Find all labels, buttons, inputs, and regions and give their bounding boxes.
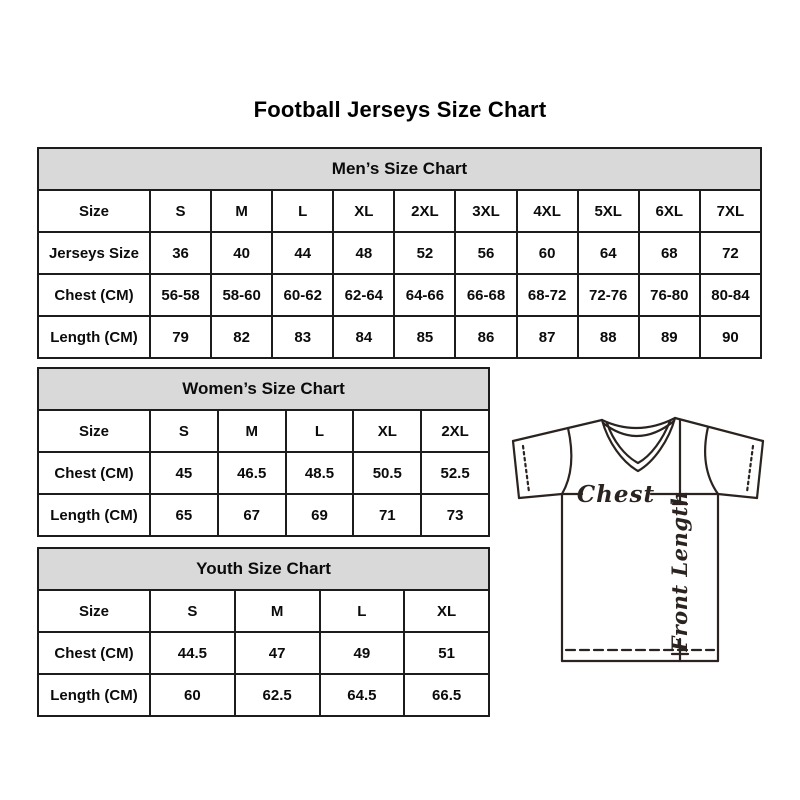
youth-value-cell: 47 bbox=[235, 632, 320, 674]
womens-value-cell: 71 bbox=[353, 494, 421, 536]
front-length-label: Front Length bbox=[667, 490, 692, 652]
womens-value-cell: 69 bbox=[286, 494, 354, 536]
mens-value-cell: 40 bbox=[211, 232, 272, 274]
youth-table-title: Youth Size Chart bbox=[38, 548, 489, 590]
mens-value-cell: 48 bbox=[333, 232, 394, 274]
youth-value-cell: 62.5 bbox=[235, 674, 320, 716]
womens-value-cell: 45 bbox=[150, 452, 218, 494]
womens-value-cell: 67 bbox=[218, 494, 286, 536]
womens-value-cell: 65 bbox=[150, 494, 218, 536]
womens-table-title: Women’s Size Chart bbox=[38, 368, 489, 410]
womens-row-label: Chest (CM) bbox=[38, 452, 150, 494]
mens-value-cell: 62-64 bbox=[333, 274, 394, 316]
youth-value-cell: 51 bbox=[404, 632, 489, 674]
mens-row-label: Length (CM) bbox=[38, 316, 150, 358]
womens-column-header-m: M bbox=[218, 410, 286, 452]
mens-column-header-s: S bbox=[150, 190, 211, 232]
jersey-left-shoulder-line bbox=[513, 420, 602, 441]
youth-value-cell: 60 bbox=[150, 674, 235, 716]
mens-value-cell: 72-76 bbox=[578, 274, 639, 316]
mens-table-row bbox=[38, 274, 761, 316]
mens-size-table bbox=[37, 147, 762, 359]
youth-column-header-size: Size bbox=[38, 590, 150, 632]
womens-table-row bbox=[38, 494, 489, 536]
youth-value-cell: 49 bbox=[320, 632, 405, 674]
jersey-right-sleeve-bottom bbox=[718, 494, 757, 498]
mens-value-cell: 36 bbox=[150, 232, 211, 274]
womens-value-cell: 48.5 bbox=[286, 452, 354, 494]
youth-row-label: Chest (CM) bbox=[38, 632, 150, 674]
mens-column-header-3xl: 3XL bbox=[455, 190, 516, 232]
womens-row-label: Length (CM) bbox=[38, 494, 150, 536]
jersey-collar-back-arc-1 bbox=[602, 418, 675, 428]
jersey-outline-drawing bbox=[510, 413, 766, 665]
womens-value-cell: 52.5 bbox=[421, 452, 489, 494]
mens-value-cell: 72 bbox=[700, 232, 761, 274]
womens-table-title-row bbox=[38, 368, 489, 410]
mens-header-row bbox=[38, 190, 761, 232]
mens-value-cell: 80-84 bbox=[700, 274, 761, 316]
youth-value-cell: 66.5 bbox=[404, 674, 489, 716]
mens-value-cell: 88 bbox=[578, 316, 639, 358]
jersey-right-armhole-curve bbox=[705, 427, 718, 494]
mens-value-cell: 68 bbox=[639, 232, 700, 274]
mens-value-cell: 90 bbox=[700, 316, 761, 358]
youth-table-title-row bbox=[38, 548, 489, 590]
mens-column-header-4xl: 4XL bbox=[517, 190, 578, 232]
youth-value-cell: 44.5 bbox=[150, 632, 235, 674]
mens-column-header-6xl: 6XL bbox=[639, 190, 700, 232]
jersey-right-cuff-edge bbox=[757, 441, 763, 498]
youth-header-row bbox=[38, 590, 489, 632]
mens-column-header-l: L bbox=[272, 190, 333, 232]
youth-column-header-m: M bbox=[235, 590, 320, 632]
jersey-right-cuff-dashed-line bbox=[747, 446, 753, 492]
youth-column-header-s: S bbox=[150, 590, 235, 632]
mens-column-header-size: Size bbox=[38, 190, 150, 232]
womens-value-cell: 73 bbox=[421, 494, 489, 536]
mens-table-row bbox=[38, 232, 761, 274]
youth-size-table bbox=[37, 547, 490, 717]
mens-value-cell: 56-58 bbox=[150, 274, 211, 316]
page-title: Football Jerseys Size Chart bbox=[253, 97, 547, 122]
mens-column-header-2xl: 2XL bbox=[394, 190, 455, 232]
mens-value-cell: 85 bbox=[394, 316, 455, 358]
mens-value-cell: 64-66 bbox=[394, 274, 455, 316]
mens-table-title-row bbox=[38, 148, 761, 190]
mens-value-cell: 87 bbox=[517, 316, 578, 358]
mens-value-cell: 89 bbox=[639, 316, 700, 358]
youth-value-cell: 64.5 bbox=[320, 674, 405, 716]
womens-value-cell: 50.5 bbox=[353, 452, 421, 494]
youth-column-header-xl: XL bbox=[404, 590, 489, 632]
mens-value-cell: 79 bbox=[150, 316, 211, 358]
womens-column-header-size: Size bbox=[38, 410, 150, 452]
mens-value-cell: 66-68 bbox=[455, 274, 516, 316]
womens-column-header-2xl: 2XL bbox=[421, 410, 489, 452]
youth-row-label: Length (CM) bbox=[38, 674, 150, 716]
mens-value-cell: 52 bbox=[394, 232, 455, 274]
womens-column-header-l: L bbox=[286, 410, 354, 452]
jersey-left-cuff-edge bbox=[513, 441, 519, 498]
mens-column-header-m: M bbox=[211, 190, 272, 232]
jersey-left-sleeve-bottom bbox=[519, 494, 562, 498]
mens-column-header-5xl: 5XL bbox=[578, 190, 639, 232]
womens-size-table bbox=[37, 367, 490, 537]
mens-value-cell: 76-80 bbox=[639, 274, 700, 316]
mens-value-cell: 86 bbox=[455, 316, 516, 358]
mens-row-label: Jerseys Size bbox=[38, 232, 150, 274]
chest-label: Chest bbox=[576, 481, 656, 508]
youth-table-row bbox=[38, 632, 489, 674]
jersey-measurement-diagram bbox=[510, 413, 766, 665]
mens-column-header-xl: XL bbox=[333, 190, 394, 232]
jersey-left-cuff-dashed-line bbox=[523, 446, 529, 492]
mens-value-cell: 58-60 bbox=[211, 274, 272, 316]
mens-value-cell: 64 bbox=[578, 232, 639, 274]
mens-table-title: Men’s Size Chart bbox=[38, 148, 761, 190]
womens-table-row bbox=[38, 452, 489, 494]
womens-column-header-xl: XL bbox=[353, 410, 421, 452]
mens-value-cell: 82 bbox=[211, 316, 272, 358]
mens-value-cell: 68-72 bbox=[517, 274, 578, 316]
mens-row-label: Chest (CM) bbox=[38, 274, 150, 316]
womens-header-row bbox=[38, 410, 489, 452]
mens-value-cell: 83 bbox=[272, 316, 333, 358]
mens-value-cell: 56 bbox=[455, 232, 516, 274]
mens-value-cell: 44 bbox=[272, 232, 333, 274]
jersey-left-armhole-curve bbox=[562, 428, 571, 494]
mens-column-header-7xl: 7XL bbox=[700, 190, 761, 232]
youth-table-row bbox=[38, 674, 489, 716]
womens-value-cell: 46.5 bbox=[218, 452, 286, 494]
jersey-right-shoulder-line bbox=[675, 418, 763, 441]
womens-column-header-s: S bbox=[150, 410, 218, 452]
youth-column-header-l: L bbox=[320, 590, 405, 632]
mens-value-cell: 60-62 bbox=[272, 274, 333, 316]
mens-value-cell: 84 bbox=[333, 316, 394, 358]
mens-value-cell: 60 bbox=[517, 232, 578, 274]
mens-table-row bbox=[38, 316, 761, 358]
